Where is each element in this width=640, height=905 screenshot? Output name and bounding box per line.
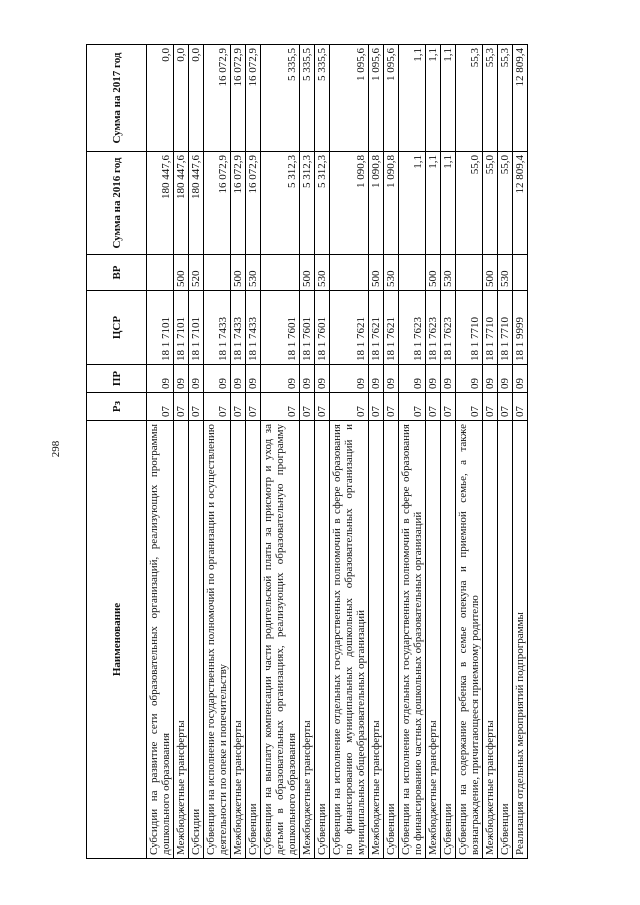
row-csr: 18 1 7710 <box>483 291 498 365</box>
row-csr: 18 1 7101 <box>189 291 204 365</box>
header-name: Наименование <box>87 421 147 859</box>
row-vr <box>330 255 369 291</box>
budget-table-frame <box>86 45 546 859</box>
row-vr <box>204 255 231 291</box>
row-sum-2016: 16 072,9 <box>246 152 261 255</box>
table-row <box>483 45 498 859</box>
row-csr: 18 1 7623 <box>426 291 441 365</box>
row-sum-2017: 16 072,9 <box>246 45 261 152</box>
row-rz: 07 <box>441 393 456 421</box>
row-pr: 09 <box>369 365 384 393</box>
row-name: Субвенции на исполнение отдельных государственных полномочий в сфере образования по финансированию частных дошкольных образовательных организаций <box>399 421 426 859</box>
row-name: Межбюджетные трансферты <box>174 421 189 859</box>
header-sum-2016: Сумма на 2016 год <box>87 152 147 255</box>
row-csr: 18 1 7623 <box>441 291 456 365</box>
row-sum-2016: 16 072,9 <box>231 152 246 255</box>
row-pr: 09 <box>456 365 483 393</box>
row-rz: 07 <box>246 393 261 421</box>
row-csr: 18 1 7101 <box>147 291 174 365</box>
table-row <box>456 45 483 859</box>
row-name: Субсидии на развитие сети образовательных организаций, реализующих программы дошкольного образования <box>147 421 174 859</box>
row-csr: 18 1 9999 <box>513 291 528 365</box>
row-sum-2017: 1,1 <box>426 45 441 152</box>
row-pr: 09 <box>498 365 513 393</box>
row-sum-2016: 180 447,6 <box>189 152 204 255</box>
row-sum-2016: 12 809,4 <box>513 152 528 255</box>
row-sum-2017: 55,3 <box>498 45 513 152</box>
row-vr: 500 <box>426 255 441 291</box>
row-vr: 500 <box>369 255 384 291</box>
row-name: Субвенции <box>315 421 330 859</box>
row-pr: 09 <box>189 365 204 393</box>
table-row <box>384 45 399 859</box>
row-csr: 18 1 7710 <box>456 291 483 365</box>
header-rz: Рз <box>87 393 147 421</box>
row-vr: 530 <box>384 255 399 291</box>
row-vr: 500 <box>483 255 498 291</box>
row-sum-2016: 55,0 <box>498 152 513 255</box>
table-row <box>426 45 441 859</box>
row-name: Межбюджетные трансферты <box>231 421 246 859</box>
row-vr: 530 <box>315 255 330 291</box>
table-row <box>189 45 204 859</box>
row-csr: 18 1 7623 <box>399 291 426 365</box>
row-sum-2017: 1,1 <box>441 45 456 152</box>
row-sum-2016: 5 312,3 <box>300 152 315 255</box>
row-pr: 09 <box>204 365 231 393</box>
header-sum-2017: Сумма на 2017 год <box>87 45 147 152</box>
row-sum-2017: 0,0 <box>147 45 174 152</box>
row-name: Субвенции на выплату компенсации части родительской платы за присмотр и уход за детьми в образовательных организациях, реализующих образовательную программу дошкольного образования <box>261 421 300 859</box>
row-sum-2017: 5 335,5 <box>315 45 330 152</box>
row-pr: 09 <box>231 365 246 393</box>
table-row <box>330 45 369 859</box>
row-name: Реализация отдельных мероприятий подпрограммы <box>513 421 528 859</box>
row-pr: 09 <box>174 365 189 393</box>
row-pr: 09 <box>513 365 528 393</box>
row-sum-2017: 1 095,6 <box>384 45 399 152</box>
table-row <box>369 45 384 859</box>
table-row <box>246 45 261 859</box>
table-row <box>315 45 330 859</box>
table-row <box>513 45 528 859</box>
row-sum-2016: 5 312,3 <box>315 152 330 255</box>
row-rz: 07 <box>330 393 369 421</box>
row-name: Межбюджетные трансферты <box>300 421 315 859</box>
row-name: Субвенции <box>498 421 513 859</box>
budget-table <box>86 44 528 859</box>
row-name: Субвенции на содержание ребенка в семье опекуна и приемной семье, а также вознаграждение, причитающееся приемному родителю <box>456 421 483 859</box>
header-csr: ЦСР <box>87 291 147 365</box>
row-pr: 09 <box>315 365 330 393</box>
table-row <box>231 45 246 859</box>
row-vr: 520 <box>189 255 204 291</box>
row-vr <box>513 255 528 291</box>
row-rz: 07 <box>204 393 231 421</box>
row-rz: 07 <box>189 393 204 421</box>
row-sum-2017: 12 809,4 <box>513 45 528 152</box>
row-sum-2017: 5 335,5 <box>261 45 300 152</box>
row-pr: 09 <box>441 365 456 393</box>
table-header-row <box>87 45 147 859</box>
row-vr: 530 <box>441 255 456 291</box>
row-pr: 09 <box>147 365 174 393</box>
row-pr: 09 <box>246 365 261 393</box>
row-rz: 07 <box>426 393 441 421</box>
row-pr: 09 <box>384 365 399 393</box>
row-rz: 07 <box>231 393 246 421</box>
row-vr: 500 <box>174 255 189 291</box>
row-csr: 18 1 7621 <box>330 291 369 365</box>
row-rz: 07 <box>174 393 189 421</box>
header-vr: ВР <box>87 255 147 291</box>
row-sum-2016: 55,0 <box>483 152 498 255</box>
row-rz: 07 <box>261 393 300 421</box>
table-row <box>441 45 456 859</box>
row-pr: 09 <box>483 365 498 393</box>
row-vr: 500 <box>231 255 246 291</box>
row-sum-2016: 1 090,8 <box>330 152 369 255</box>
table-body <box>147 45 528 859</box>
row-name: Субвенции на исполнение отдельных государственных полномочий в сфере образования по финансированию муниципальных дошкольных образовательных организаций и муниципальных общеобразовательных организаций <box>330 421 369 859</box>
row-vr <box>456 255 483 291</box>
row-csr: 18 1 7601 <box>261 291 300 365</box>
row-sum-2017: 0,0 <box>174 45 189 152</box>
row-pr: 09 <box>399 365 426 393</box>
row-name: Межбюджетные трансферты <box>483 421 498 859</box>
row-vr <box>147 255 174 291</box>
row-sum-2016: 180 447,6 <box>174 152 189 255</box>
row-csr: 18 1 7710 <box>498 291 513 365</box>
row-name: Субвенции <box>384 421 399 859</box>
row-csr: 18 1 7101 <box>174 291 189 365</box>
budget-table-rotated <box>86 45 546 859</box>
row-sum-2016: 1,1 <box>399 152 426 255</box>
row-vr <box>399 255 426 291</box>
row-sum-2017: 55,3 <box>456 45 483 152</box>
row-name: Субвенции <box>246 421 261 859</box>
row-rz: 07 <box>483 393 498 421</box>
row-sum-2016: 180 447,6 <box>147 152 174 255</box>
row-csr: 18 1 7621 <box>384 291 399 365</box>
row-vr: 530 <box>246 255 261 291</box>
row-sum-2016: 55,0 <box>456 152 483 255</box>
row-rz: 07 <box>384 393 399 421</box>
page-number: 298 <box>50 440 62 458</box>
row-rz: 07 <box>300 393 315 421</box>
row-sum-2016: 1,1 <box>441 152 456 255</box>
table-row <box>204 45 231 859</box>
row-rz: 07 <box>513 393 528 421</box>
table-row <box>147 45 174 859</box>
row-rz: 07 <box>399 393 426 421</box>
row-rz: 07 <box>498 393 513 421</box>
row-sum-2017: 1 095,6 <box>369 45 384 152</box>
table-row <box>399 45 426 859</box>
row-sum-2016: 5 312,3 <box>261 152 300 255</box>
row-rz: 07 <box>456 393 483 421</box>
row-vr <box>261 255 300 291</box>
row-csr: 18 1 7433 <box>204 291 231 365</box>
row-sum-2017: 1 095,6 <box>330 45 369 152</box>
row-rz: 07 <box>369 393 384 421</box>
row-name: Субвенции на исполнение государственных полномочий по организации и осуществлению деятельности по опеке и попечительству <box>204 421 231 859</box>
row-pr: 09 <box>426 365 441 393</box>
row-csr: 18 1 7433 <box>231 291 246 365</box>
table-row <box>498 45 513 859</box>
row-pr: 09 <box>300 365 315 393</box>
row-pr: 09 <box>330 365 369 393</box>
row-csr: 18 1 7433 <box>246 291 261 365</box>
row-sum-2016: 1 090,8 <box>384 152 399 255</box>
table-row <box>174 45 189 859</box>
row-name: Межбюджетные трансферты <box>426 421 441 859</box>
header-pr: ПР <box>87 365 147 393</box>
table-row <box>261 45 300 859</box>
row-sum-2017: 16 072,9 <box>231 45 246 152</box>
row-rz: 07 <box>315 393 330 421</box>
row-sum-2017: 1,1 <box>399 45 426 152</box>
row-sum-2017: 5 335,5 <box>300 45 315 152</box>
row-csr: 18 1 7601 <box>300 291 315 365</box>
table-row <box>300 45 315 859</box>
row-csr: 18 1 7621 <box>369 291 384 365</box>
row-pr: 09 <box>261 365 300 393</box>
row-rz: 07 <box>147 393 174 421</box>
row-sum-2017: 16 072,9 <box>204 45 231 152</box>
row-vr: 530 <box>498 255 513 291</box>
row-sum-2016: 16 072,9 <box>204 152 231 255</box>
row-sum-2016: 1,1 <box>426 152 441 255</box>
row-name: Межбюджетные трансферты <box>369 421 384 859</box>
row-name: Субвенции <box>441 421 456 859</box>
row-sum-2017: 0,0 <box>189 45 204 152</box>
row-vr: 500 <box>300 255 315 291</box>
row-name: Субсидии <box>189 421 204 859</box>
row-sum-2016: 1 090,8 <box>369 152 384 255</box>
row-csr: 18 1 7601 <box>315 291 330 365</box>
row-sum-2017: 55,3 <box>483 45 498 152</box>
